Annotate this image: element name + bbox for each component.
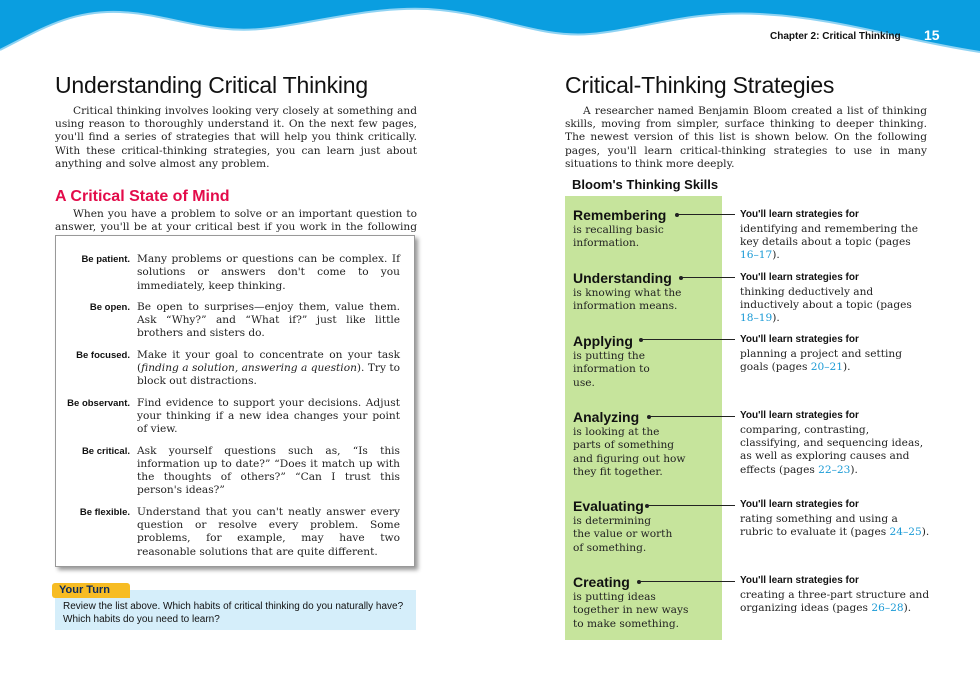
habit-description: Ask yourself questions such as, “Is this information up to date?” “Does it match up with the thoughts of others?” “Can I trust this person's ideas?” xyxy=(137,444,400,497)
level-desc-line: is putting the xyxy=(573,350,646,362)
strategy-text-tail: ). xyxy=(903,602,912,615)
level-understanding xyxy=(573,269,721,314)
strategy-creating xyxy=(740,574,930,615)
habit-label: Be flexible. xyxy=(79,506,130,518)
strategy-text-tail: ). xyxy=(843,361,851,374)
habit-label: Be observant. xyxy=(67,397,130,409)
strategy-heading: You'll learn strategies for xyxy=(740,410,859,421)
connector-line xyxy=(649,416,735,417)
level-desc-line: is recalling basic xyxy=(573,224,664,236)
level-remembering xyxy=(573,206,721,251)
habit-label: Be patient. xyxy=(81,254,130,265)
bloom-title: Bloom's Thinking Skills xyxy=(572,177,719,192)
level-desc-line: is determining xyxy=(573,515,652,527)
habit-critical xyxy=(56,445,400,498)
level-desc-line: and figuring out how xyxy=(573,452,686,465)
strategy-text xyxy=(740,286,930,326)
strategy-text-main: rating something and using a rubric to evaluate it (pages xyxy=(740,513,898,539)
level-desc-line: parts of something xyxy=(573,439,675,452)
habit-observant xyxy=(56,397,400,437)
strategy-text xyxy=(740,424,930,477)
strategy-text-main: identifying and remembering the key details about a topic (pages xyxy=(740,223,918,249)
strategy-heading: You'll learn strategies for xyxy=(740,334,859,345)
strategy-text xyxy=(740,223,930,263)
strategy-heading: You'll learn strategies for xyxy=(740,209,859,220)
habit-description: Many problems or questions can be complex. If solutions or answers don't come to you immediately, keep thinking. xyxy=(137,253,400,292)
level-applying xyxy=(573,332,721,390)
header-wave-band xyxy=(0,0,980,60)
habit-flexible xyxy=(56,506,400,559)
level-desc-line: information means. xyxy=(573,300,678,313)
left-page xyxy=(55,72,417,625)
your-turn-text: Review the list above. Which habits of critical thinking do you naturally have? Which habits do you need to learn? xyxy=(63,601,404,625)
right-intro-paragraph: A researcher named Benjamin Bloom created a list of thinking skills, moving from simpler, surface thinking to deeper thinking. The newest version of this list is shown below. On the following pages, you'll learn critical-thinking strategies to use in many situations to think more deeply. xyxy=(565,105,927,170)
your-turn-label: Your Turn xyxy=(52,583,130,598)
strategy-remembering xyxy=(740,208,930,263)
strategy-text xyxy=(740,589,930,615)
habit-label: Be critical. xyxy=(81,445,130,457)
level-desc-line: the value or worth xyxy=(573,528,673,541)
left-page-number: 14 xyxy=(40,27,56,43)
strategy-text-main: comparing, contrasting, classifying, and sequencing ideas, as well as exploring causes and effects (pages xyxy=(740,424,924,476)
level-desc-line: together in new ways xyxy=(573,604,689,617)
critical-state-heading: A Critical State of Mind xyxy=(55,188,230,206)
right-page xyxy=(565,72,930,630)
level-name: Applying xyxy=(573,333,633,349)
habit-description: Be open to surprises—enjoy them, value them. Ask “Why?” and “What if?” just like little brothers and sisters do. xyxy=(137,300,400,340)
page-reference-link[interactable]: 22–23 xyxy=(818,463,851,476)
strategy-analyzing xyxy=(740,409,930,477)
level-name: Remembering xyxy=(573,207,667,223)
strategy-text-main: planning a project and setting goals (pages xyxy=(740,348,903,374)
level-desc-line: to make something. xyxy=(573,617,679,630)
level-name: Understanding xyxy=(573,270,672,286)
level-desc-line: use. xyxy=(573,376,595,389)
strategy-text xyxy=(740,513,930,539)
habit-description: Find evidence to support your decisions. Adjust your thinking if a new idea changes your point of view. xyxy=(137,396,400,436)
level-desc-line: is putting ideas xyxy=(573,591,656,603)
level-name: Creating xyxy=(573,574,630,590)
connector-line xyxy=(647,505,735,506)
strategy-heading: You'll learn strategies for xyxy=(740,272,859,283)
page-reference-link[interactable]: 16–17 xyxy=(740,249,773,262)
page-reference-link[interactable]: 24–25 xyxy=(889,526,922,539)
your-turn-box xyxy=(55,584,416,630)
right-page-title: Critical-Thinking Strategies xyxy=(565,72,835,98)
strategy-text-tail: ). xyxy=(772,249,780,262)
connector-line xyxy=(641,339,735,340)
strategy-heading: You'll learn strategies for xyxy=(740,575,859,586)
strategy-text-tail: ). xyxy=(772,312,780,325)
strategy-applying xyxy=(740,333,930,374)
connector-line xyxy=(677,214,735,215)
habit-focused xyxy=(56,349,400,389)
strategy-text xyxy=(740,348,930,374)
habit-description: Understand that you can't neatly answer every question or resolve every problem. Some problems, for example, may have two reasonable solutions that are quite different. xyxy=(137,505,400,558)
page-reference-link[interactable]: 20–21 xyxy=(810,361,844,374)
left-page-title: Understanding Critical Thinking xyxy=(55,72,368,98)
habit-description xyxy=(137,349,400,389)
level-desc-line: is knowing what the xyxy=(573,287,682,299)
chapter-label: Chapter 2: Critical Thinking xyxy=(770,31,901,42)
habit-description-italic: finding a solution, answering a question xyxy=(141,362,357,375)
level-desc-line: information to xyxy=(573,363,650,376)
critical-state-intro: When you have a problem to solve or an important question to answer, you'll be at your critical best if you work in the following xyxy=(55,208,417,234)
habit-description-part: Make it your goal to concentrate on your task ( xyxy=(137,348,400,375)
strategy-heading: You'll learn strategies for xyxy=(740,499,859,510)
strategy-text-tail: ). xyxy=(921,526,930,539)
habit-description-part: ). Try to block out distractions. xyxy=(137,362,400,388)
page-reference-link[interactable]: 18–19 xyxy=(740,312,773,325)
level-desc-line: of something. xyxy=(573,541,647,554)
level-desc-line: they fit together. xyxy=(573,465,663,478)
habit-label: Be open. xyxy=(89,301,130,313)
habits-box xyxy=(55,235,415,567)
habit-open xyxy=(56,301,400,341)
level-name: Evaluating xyxy=(573,498,644,514)
connector-line xyxy=(639,581,735,582)
habit-patient xyxy=(56,253,400,293)
level-name: Analyzing xyxy=(573,409,640,425)
strategy-evaluating xyxy=(740,498,930,539)
page-reference-link[interactable]: 26–28 xyxy=(871,602,904,615)
right-page-number: 15 xyxy=(924,27,940,43)
habit-label: Be focused. xyxy=(76,349,130,361)
strategy-understanding xyxy=(740,271,930,326)
level-desc-line: information. xyxy=(573,237,640,250)
strategy-text-tail: ). xyxy=(850,463,858,476)
left-intro-paragraph: Critical thinking involves looking very closely at something and using reason to thoroughly understand it. On the next few pages, you'll find a series of strategies that will help you think critically. With these critical-thinking strategies, you can learn just about anything and solve almost any problem. xyxy=(55,105,417,170)
connector-line xyxy=(681,277,735,278)
level-desc-line: is looking at the xyxy=(573,426,660,438)
strategy-text-main: creating a three-part structure and organizing ideas (pages xyxy=(740,589,930,615)
strategy-text-main: thinking deductively and inductively about a topic (pages xyxy=(740,286,912,312)
